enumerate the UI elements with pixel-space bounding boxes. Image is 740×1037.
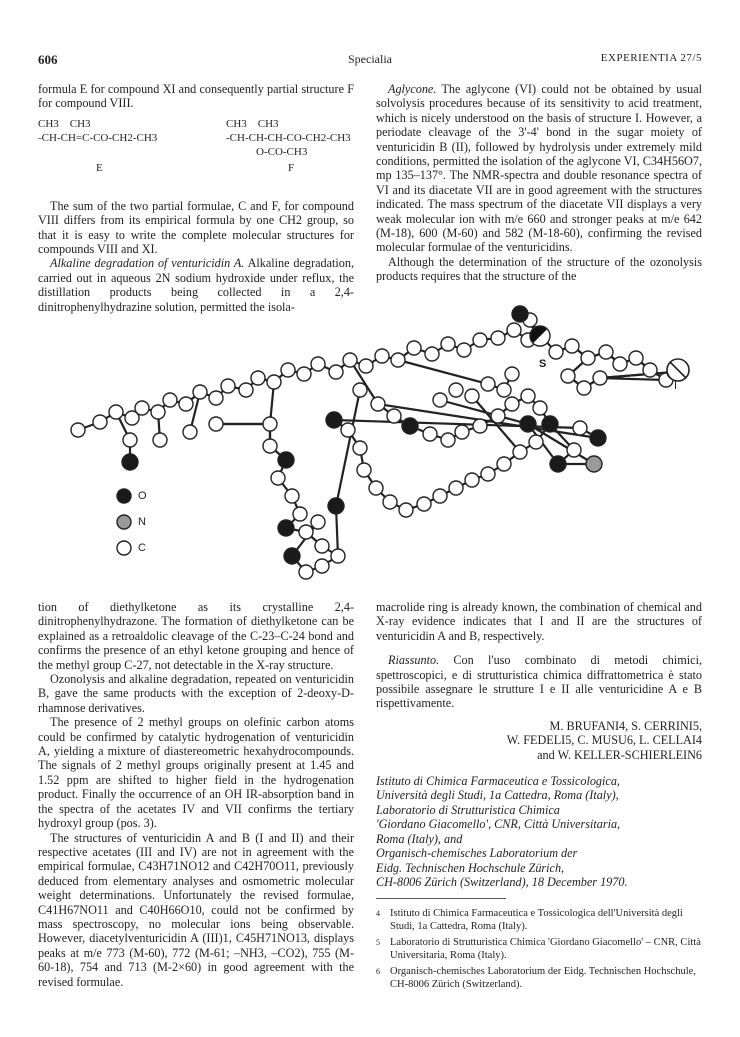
carbon-atom [353, 441, 367, 455]
carbon-atom [183, 425, 197, 439]
carbon-atom [341, 423, 355, 437]
carbon-atom [193, 385, 207, 399]
carbon-atom [565, 339, 579, 353]
oxygen-atom [550, 456, 566, 472]
carbon-atom [417, 497, 431, 511]
carbon-atom [473, 333, 487, 347]
carbon-atom [549, 345, 563, 359]
carbon-atom [473, 419, 487, 433]
carbon-atom [449, 383, 463, 397]
carbon-atom [163, 393, 177, 407]
partial-formulae [38, 117, 354, 191]
right-column-top [376, 82, 702, 284]
carbon-atom [357, 463, 371, 477]
carbon-atom [561, 369, 575, 383]
carbon-atom [375, 349, 389, 363]
carbon-atom [359, 359, 373, 373]
carbon-atom [391, 353, 405, 367]
carbon-atom [507, 323, 521, 337]
carbon-atom [491, 409, 505, 423]
carbon-atom [315, 539, 329, 553]
paragraph: Although the determination of the structure of the ozonolysis products requires that the structure of the [376, 254, 702, 284]
carbon-atom [513, 445, 527, 459]
right-column-bottom [376, 600, 702, 889]
carbon-atom [221, 379, 235, 393]
legend-carbon-atom [117, 541, 131, 555]
legend-nitrogen-label: N [138, 516, 146, 528]
formula-e-chain: -CH-CH=C-CO-CH2-CH3 [38, 131, 158, 144]
legend-oxygen-label: O [138, 490, 147, 502]
carbon-atom [329, 365, 343, 379]
carbon-atom [573, 421, 587, 435]
journal-name: EXPERIENTIA 27/5 [600, 52, 702, 64]
section-name: Specialia [348, 52, 392, 66]
left-column-bottom [38, 600, 354, 989]
carbon-atom [331, 549, 345, 563]
formula-e-label: E [96, 161, 103, 174]
oxygen-atom [402, 418, 418, 434]
footnote-rule [376, 898, 506, 899]
carbon-atom [441, 337, 455, 351]
carbon-atom [315, 559, 329, 573]
carbon-atom [293, 507, 307, 521]
carbon-atom [593, 371, 607, 385]
carbon-atom [251, 371, 265, 385]
paragraph: The presence of 2 methyl groups on olefinic carbon atoms could be confirmed by catalytic hydrogenation of venturicidin A, yielding a mixture of diastereometric hexahydrocompounds. The signals of 2 methyl groups originally present at 1.45 and 1.52 ppm are shifted to higher field in the hydrogenation product. Finally the occurrence of an OH IR-absorption band in the spectra of the acetates IV and VII confirms the tertiary hydroxyl group (pos. 3). [38, 715, 354, 831]
carbon-atom [263, 417, 277, 431]
riassunto: Riassunto. Con l'uso combinato di metodi chimici, spettroscopici, e di strutturistica chimica diffrattometrica è stato possibile assegnare le strutture I e II alle venturicidine A e B rispettivamente. [376, 653, 702, 711]
carbon-atom [455, 425, 469, 439]
paragraph-title: Aglycone. [388, 82, 437, 96]
carbon-atom [423, 427, 437, 441]
oxygen-atom [328, 498, 344, 514]
paragraph: Alkaline degradation of venturicidin A. Alkaline degradation, carried out in aqueous 2N sodium hydroxide under reflux, the distillation products being collected in a 2,4-dinitrophenylhydrazine solution, permitted the isola- [38, 256, 354, 314]
carbon-atom [383, 495, 397, 509]
footnotes [376, 908, 702, 996]
carbon-atom [153, 433, 167, 447]
carbon-atom [599, 345, 613, 359]
legend-nitrogen-atom [117, 515, 131, 529]
carbon-atom [353, 383, 367, 397]
carbon-atom [465, 473, 479, 487]
carbon-atom [577, 381, 591, 395]
formula-e-methyls: CH3 CH3 [38, 117, 91, 130]
nitrogen-atom [586, 456, 602, 472]
carbon-atom [135, 401, 149, 415]
oxygen-atom [278, 452, 294, 468]
oxygen-atom [122, 454, 138, 470]
bond [600, 378, 666, 380]
oxygen-atom [278, 520, 294, 536]
carbon-atom [465, 389, 479, 403]
carbon-atom [481, 467, 495, 481]
left-column-top [38, 82, 354, 314]
footnote: 4 Istituto di Chimica Farmaceutica e Tossicologica dell'Università degli Studi, 1a Cattedra, Roma (Italy). [376, 908, 683, 932]
oxygen-atom [590, 430, 606, 446]
formula-f-acetate: O-CO-CH3 [256, 145, 308, 158]
carbon-atom [151, 405, 165, 419]
footnote: 5 Laboratorio di Strutturistica Chimica 'Giordano Giacomello' – CNR, Città Universitaria, Roma (Italy). [376, 937, 701, 961]
oxygen-atom [542, 416, 558, 432]
carbon-atom [433, 393, 447, 407]
carbon-atom [581, 351, 595, 365]
carbon-atom [109, 405, 123, 419]
paragraph: The sum of the two partial formulae, C and F, for compound VIII differs from its empirical formula by one CH2 group, so that it is easy to write the complete molecular structures for compounds VIII and XI. [38, 198, 354, 257]
sulfur-label: S [539, 358, 547, 370]
riassunto-title: Riassunto. [388, 653, 440, 668]
carbon-atom [271, 471, 285, 485]
carbon-atom [425, 347, 439, 361]
authors: M. BRUFANI4, S. CERRINI5, W. FEDELI5, C. MUSU6, L. CELLAI4 and W. KELLER-SCHIERLEIN6 [506, 718, 702, 762]
carbon-atom [179, 397, 193, 411]
legend-oxygen-atom [117, 489, 131, 503]
carbon-atom [311, 515, 325, 529]
carbon-atom [481, 377, 495, 391]
carbon-atom [281, 363, 295, 377]
molecule-drawing [60, 300, 700, 590]
paragraph: macrolide ring is already known, the combination of chemical and X-ray evidence indicates that I and II are the structures of venturicidin A and B, respectively. [376, 600, 702, 643]
page-number: 606 [38, 52, 58, 67]
carbon-atom [491, 331, 505, 345]
carbon-atom [239, 383, 253, 397]
carbon-atom [343, 353, 357, 367]
carbon-atom [449, 481, 463, 495]
paragraph-title: Alkaline degradation of venturicidin A. [50, 256, 245, 271]
carbon-atom [567, 443, 581, 457]
carbon-atom [629, 351, 643, 365]
carbon-atom [123, 433, 137, 447]
molecular-structure-figure [60, 300, 700, 590]
bond [398, 360, 488, 384]
carbon-atom [613, 357, 627, 371]
formula-f-chain: -CH-CH-CH-CO-CH2-CH3 [226, 131, 351, 144]
carbon-atom [497, 457, 511, 471]
carbon-atom [285, 489, 299, 503]
carbon-atom [399, 503, 413, 517]
formula-f-methyls: CH3 CH3 [226, 117, 279, 130]
carbon-atom [505, 397, 519, 411]
carbon-atom [299, 525, 313, 539]
carbon-atom [433, 489, 447, 503]
carbon-atom [371, 397, 385, 411]
structure-number-label: I [674, 380, 678, 392]
paragraph: formula E for compound XI and consequently partial structure F for compound VIII. [38, 82, 354, 111]
carbon-atom [311, 357, 325, 371]
sulfur-atom [530, 326, 550, 346]
carbon-atom [505, 367, 519, 381]
paragraph: The structures of venturicidin A and B (I and II) and their respective acetates (III and IV) are not in agreement with the empirical formulae, C43H71NO12 and C42H70O11, previously deduced from elementary analyses and osmometric molecular weight determinations. Unfortunately the revised formulae, C41H67NO11 and C40H66O10, could not be confirmed by mass spectroscopy, no molecular ions being observable. However, diacetylventuricidin A (III)1, C45H71NO13, displays peaks at m/e 773 (M-60), 772 (M-61; –NH3, –CO2), 755 (M-60-18), 754 and 713 (M-2×60) in good agreement with the revised formulae. [38, 830, 354, 989]
carbon-atom [299, 565, 313, 579]
oxygen-atom [326, 412, 342, 428]
carbon-atom [209, 417, 223, 431]
footnote: 6 Organisch-chemisches Laboratorium der Eidg. Technischen Hochschule, CH-8006 Zürich (Switzerland). [376, 966, 696, 990]
carbon-atom [407, 341, 421, 355]
paragraph: Aglycone. The aglycone (VI) could not be obtained by usual solvolysis procedures because of its sensitivity to acid treatment, which is nicely understood on the basis of structure I. However, a periodate cleavage of the 3'-4' bond in the sugar moiety of venturicidin B (II), followed by hydrolysis under extremely mild conditions, permitted the isolation of the aglycone VI, C34H56O7, mp 135–137°. The NMR-spectra and double resonance spectra of VI and its diacetate VII are in good agreement with the structures indicated. The mass spectrum of the diacetate VII displays a very weak molecular ion with m/e 660 and stronger peaks at m/e 642 (M-18), 600 (M-60) and 582 (M-18-60), confirming the revised molecular formulae of the venturicidins. [376, 82, 702, 255]
oxygen-atom [520, 416, 536, 432]
carbon-atom [521, 389, 535, 403]
oxygen-atom [512, 306, 528, 322]
carbon-atom [267, 375, 281, 389]
oxygen-atom [284, 548, 300, 564]
carbon-atom [297, 367, 311, 381]
legend-carbon-label: C [138, 542, 146, 554]
carbon-atom [529, 435, 543, 449]
carbon-atom [533, 401, 547, 415]
carbon-atom [263, 439, 277, 453]
carbon-atom [369, 481, 383, 495]
paragraph: Ozonolysis and alkaline degradation, repeated on venturicidin B, gave the same products with the exception of 2-deoxy-D-rhamnose derivatives. [38, 672, 354, 715]
carbon-atom [497, 383, 511, 397]
paragraph: tion of diethylketone as its crystalline 2,4-dinitrophenylhydrazone. The formation of diethylketone can be explained as a retroaldolic cleavage of the C-23–C-24 bond and confirms the presence of an ethyl ketone grouping and hence of the methyl group C-27, not detectable in the X-ray structure. [38, 600, 354, 672]
carbon-atom [441, 433, 455, 447]
carbon-atom [387, 409, 401, 423]
carbon-atom [457, 343, 471, 357]
formula-f-label: F [288, 161, 295, 174]
page-header [38, 52, 702, 70]
carbon-atom [209, 391, 223, 405]
carbon-atom [71, 423, 85, 437]
carbon-atom [643, 363, 657, 377]
affiliations: Istituto di Chimica Farmaceutica e Tossicologica, Università degli Studi, 1a Cattedra, Roma (Italy), Laboratorio di Strutturistica Chimica 'Giordano Giacomello', CNR, Città Universitaria, Roma (Italy), and Organisch-chemisches Laboratorium der Eidg. Technischen Hochschule Zürich, CH-8006 Zürich (Switzerland), 18 December 1970. [376, 774, 628, 889]
carbon-atom [93, 415, 107, 429]
